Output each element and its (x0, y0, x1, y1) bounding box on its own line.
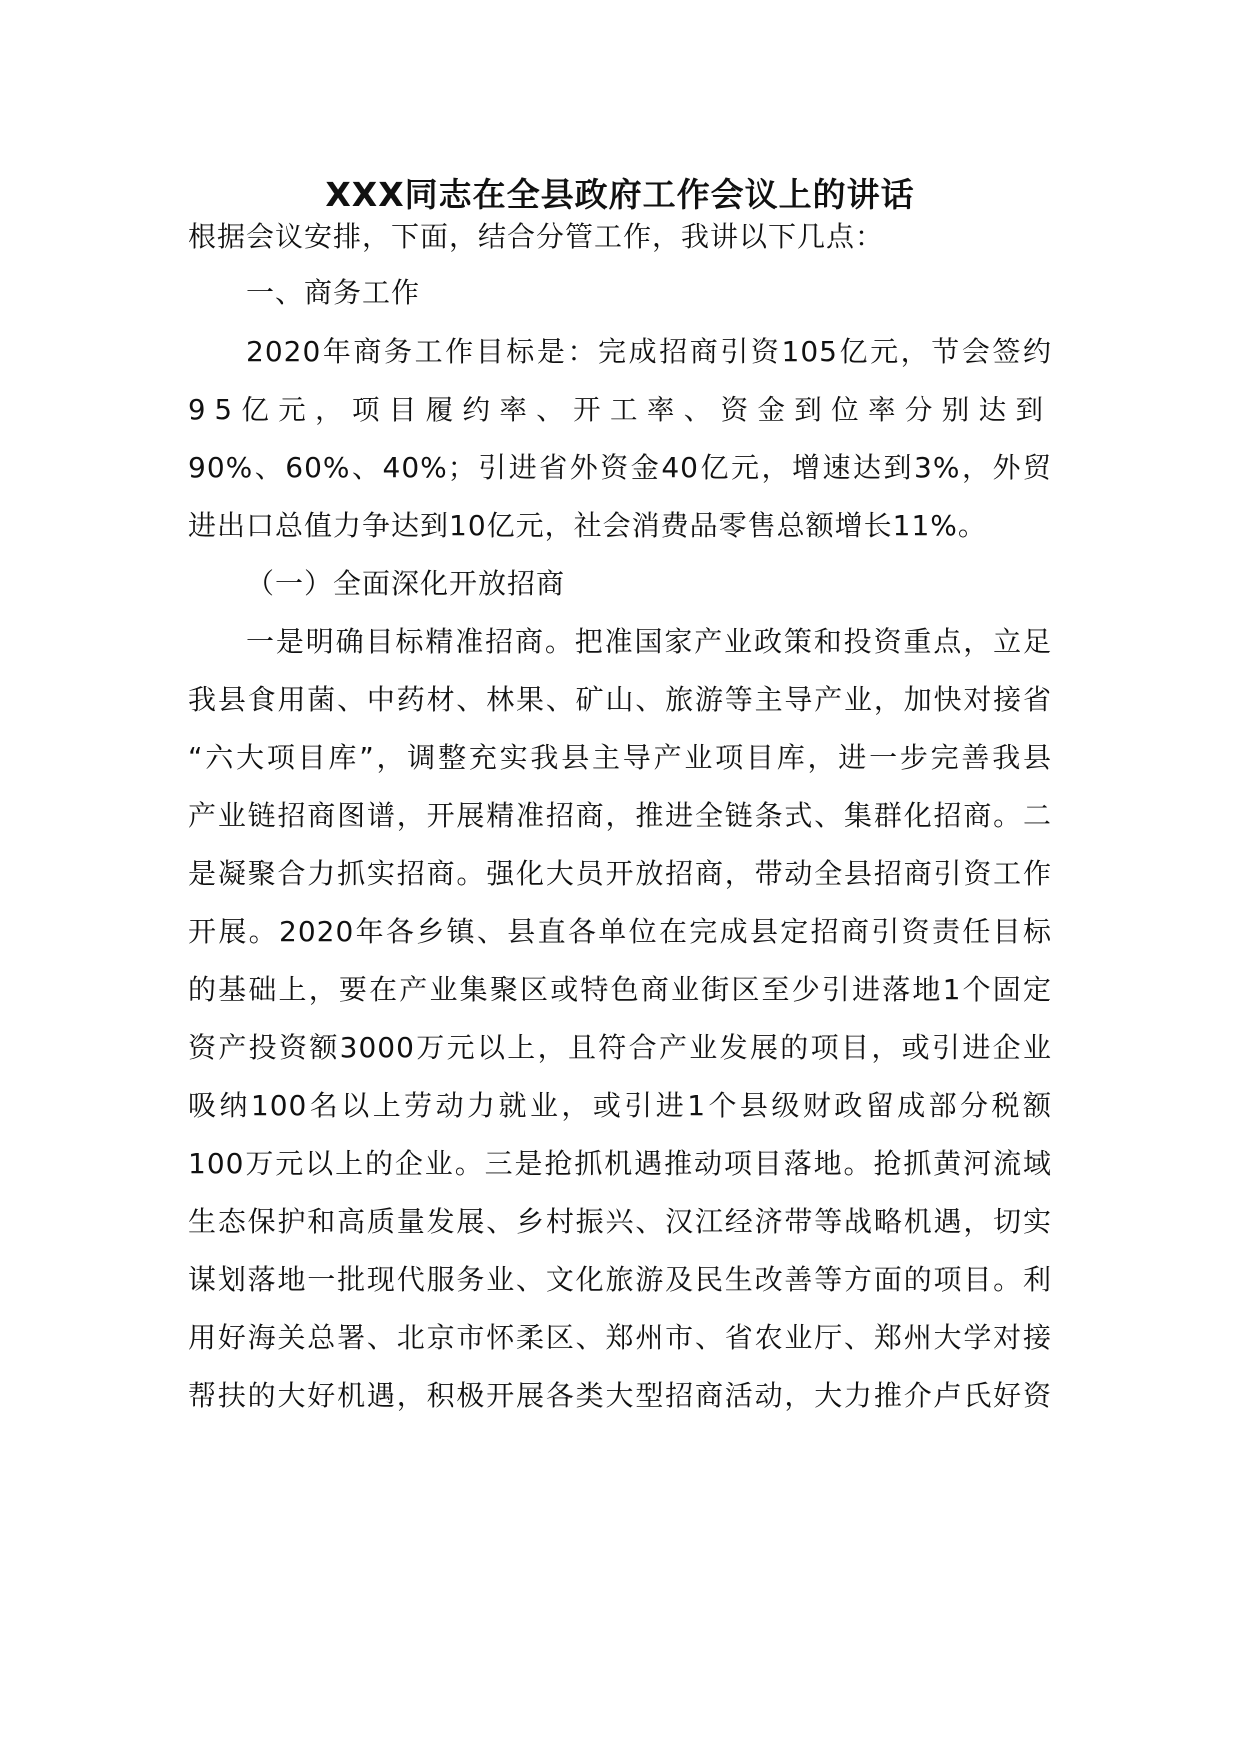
paragraph-line: 我县食用菌、中药材、林果、矿山、旅游等主导产业，加快对接省 (188, 683, 1052, 716)
paragraph-line: 产业链招商图谱，开展精准招商，推进全链条式、集群化招商。二 (188, 799, 1052, 832)
paragraph-line: 是凝聚合力抓实招商。强化大员开放招商，带动全县招商引资工作 (188, 857, 1052, 890)
paragraph-line: 100万元以上的企业。三是抢抓机遇推动项目落地。抢抓黄河流域 (188, 1147, 1052, 1180)
paragraph-line: 90%、60%、40%；引进省外资金40亿元，增速达到3%，外贸 (188, 451, 1052, 484)
paragraph-line: 生态保护和高质量发展、乡村振兴、汉江经济带等战略机遇，切实 (188, 1205, 1052, 1238)
paragraph-line: 资产投资额3000万元以上，且符合产业发展的项目，或引进企业 (188, 1031, 1052, 1064)
paragraph-line: 帮扶的大好机遇，积极开展各类大型招商活动，大力推介卢氏好资 (188, 1379, 1052, 1412)
paragraph-line: 谋划落地一批现代服务业、文化旅游及民生改善等方面的项目。利 (188, 1263, 1052, 1296)
document-title: XXX同志在全县政府工作会议上的讲话 (325, 175, 915, 214)
paragraph-line: 进出口总值力争达到10亿元，社会消费品零售总额增长11%。 (188, 509, 987, 542)
intro-line: 根据会议安排，下面，结合分管工作，我讲以下几点： (188, 220, 885, 253)
paragraph-line: 用好海关总署、北京市怀柔区、郑州市、省农业厅、郑州大学对接 (188, 1321, 1052, 1354)
paragraph-line: 吸纳100名以上劳动力就业，或引进1个县级财政留成部分税额 (188, 1089, 1052, 1122)
subsection-heading: （一）全面深化开放招商 (246, 567, 566, 600)
paragraph-line: 的基础上，要在产业集聚区或特色商业街区至少引进落地1个固定 (188, 973, 1052, 1006)
paragraph-line: 95亿元，项目履约率、开工率、资金到位率分别达到 (188, 394, 1052, 426)
paragraph-line: 一是明确目标精准招商。把准国家产业政策和投资重点，立足 (246, 625, 1052, 658)
paragraph-line: 开展。2020年各乡镇、县直各单位在完成县定招商引资责任目标 (188, 915, 1052, 948)
paragraph-line: “六大项目库”，调整充实我县主导产业项目库，进一步完善我县 (188, 741, 1052, 774)
paragraph-line: 2020年商务工作目标是：完成招商引资105亿元，节会签约 (246, 335, 1052, 368)
section-heading-commerce: 一、商务工作 (246, 276, 421, 309)
